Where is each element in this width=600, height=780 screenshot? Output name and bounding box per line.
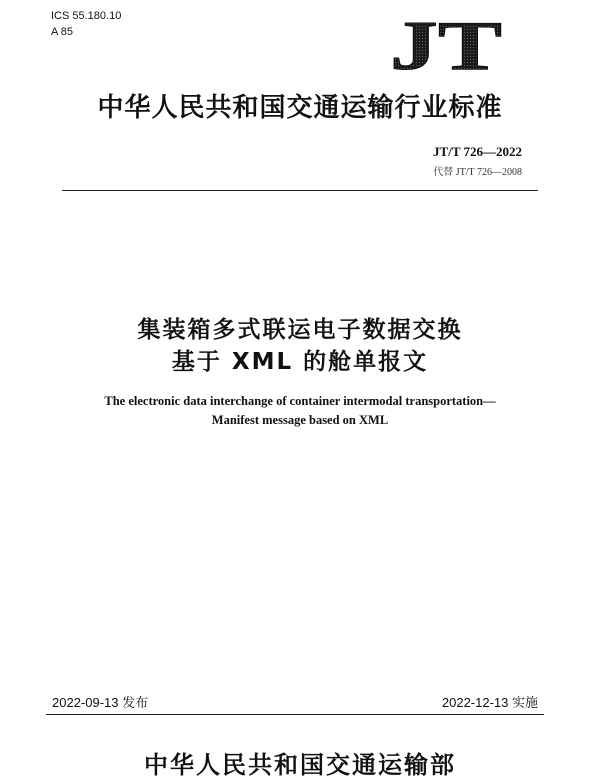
chinese-title-line1: 集装箱多式联运电子数据交换 — [137, 317, 463, 343]
standard-code: JT/T 726—2022 — [433, 144, 522, 159]
english-title-line2: Manifest message based on XML — [211, 413, 389, 427]
bottom-divider — [46, 714, 544, 715]
issue-date: 2022-09-13 发布 — [52, 695, 149, 710]
top-divider — [62, 190, 538, 191]
svg-text:JT: JT — [390, 13, 502, 73]
jt-logo — [388, 13, 505, 73]
ics-code: ICS 55.180.10 — [51, 10, 122, 22]
publisher: 中华人民共和国交通运输部 — [144, 751, 456, 779]
chinese-title-line2: 基于 XML 的舱单报文 — [171, 349, 429, 375]
main-title: 中华人民共和国交通运输行业标准 — [97, 93, 503, 123]
english-title-line1: The electronic data interchange of container intermodal transportation— — [104, 394, 496, 408]
implementation-date: 2022-12-13 实施 — [441, 695, 538, 710]
replaces-note: 代替 JT/T 726—2008 — [433, 167, 522, 178]
ccs-code: A 85 — [51, 26, 74, 38]
